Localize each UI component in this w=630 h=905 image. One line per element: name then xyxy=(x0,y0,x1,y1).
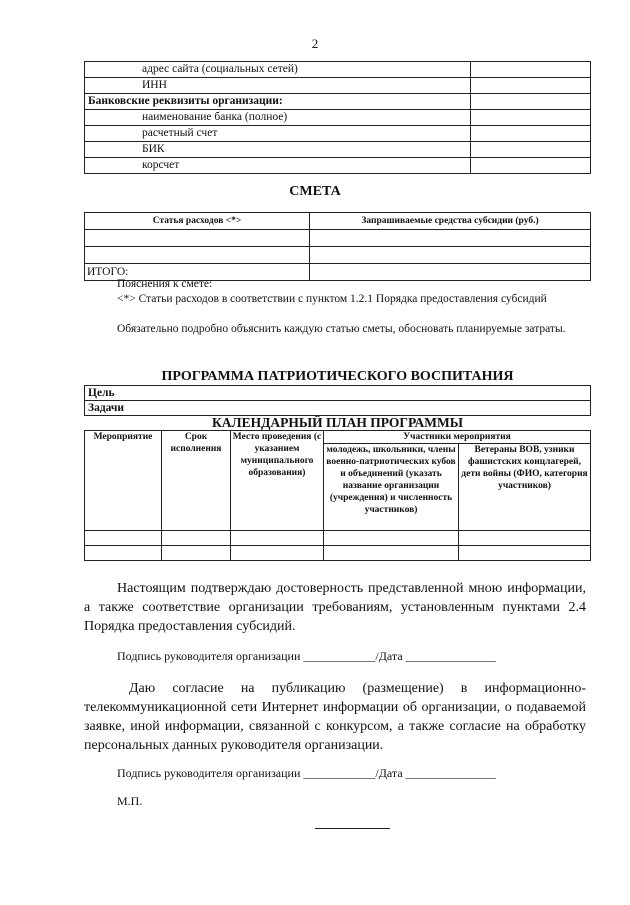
requisites-table xyxy=(84,61,591,174)
footer-divider xyxy=(315,828,390,829)
calendar-title: КАЛЕНДАРНЫЙ ПЛАН ПРОГРАММЫ xyxy=(212,415,463,430)
signature-line: Подпись руководителя организации ____________/Дата _______________ xyxy=(117,766,496,780)
table-row xyxy=(85,142,591,158)
program-title: ПРОГРАММА ПАТРИОТИЧЕСКОГО ВОСПИТАНИЯ xyxy=(161,369,514,384)
table-row xyxy=(85,546,591,561)
table-header-row xyxy=(85,431,591,444)
table-row xyxy=(85,126,591,142)
table-row xyxy=(85,230,591,247)
req-value xyxy=(471,158,591,174)
smeta-title: СМЕТА xyxy=(289,184,341,199)
req-value xyxy=(471,126,591,142)
table-row xyxy=(85,110,591,126)
table-row xyxy=(85,386,591,401)
budget-table xyxy=(84,212,591,281)
column-header: Мероприятие xyxy=(85,431,162,531)
req-label: БИК xyxy=(85,142,471,158)
table-row xyxy=(85,78,591,94)
confirmation-text: Настоящим подтверждаю достоверность представленной мною информации, а также соответствие организации требованиям, установленным пунктами 2.4 Порядка предоставления субсидий. xyxy=(84,581,586,634)
calendar-table xyxy=(84,430,591,561)
req-value xyxy=(471,94,591,110)
bank-header: Банковские реквизиты организации: xyxy=(85,94,471,110)
table-row xyxy=(85,401,591,416)
stamp-place: М.П. xyxy=(117,794,143,808)
note-text: <*> Статьи расходов в соответствии с пунктом 1.2.1 Порядка предоставления субсидий xyxy=(117,293,547,305)
column-header: Ветераны ВОВ, узники фашистских концлагерей, дети войны (ФИО, категория участников) xyxy=(459,444,591,531)
column-header: Статья расходов <*> xyxy=(85,213,310,230)
column-header: Место проведения (с указанием муниципального образования) xyxy=(231,431,324,531)
req-label: ИНН xyxy=(85,78,471,94)
req-label: корсчет xyxy=(85,158,471,174)
req-value xyxy=(471,78,591,94)
req-label: расчетный счет xyxy=(85,126,471,142)
table-row xyxy=(85,94,591,110)
table-row xyxy=(85,62,591,78)
signature-line: Подпись руководителя организации ____________/Дата _______________ xyxy=(117,649,496,663)
goal-tasks-table xyxy=(84,385,591,416)
table-row xyxy=(85,531,591,546)
goal-label: Цель xyxy=(85,386,591,401)
req-value xyxy=(471,110,591,126)
table-row xyxy=(85,247,591,264)
note-text: Обязательно подробно объяснить каждую статью сметы, обосновать планируемые затраты. xyxy=(117,323,566,335)
req-label: наименование банка (полное) xyxy=(85,110,471,126)
req-label: адрес сайта (социальных сетей) xyxy=(85,62,471,78)
req-value xyxy=(471,62,591,78)
column-header: молодежь, школьники, члены военно-патриотических кубов и объединений (указать название организации (учреждения) и численность участников) xyxy=(324,444,459,531)
table-header-row xyxy=(85,213,591,230)
consent-text: Даю согласие на публикацию (размещение) в информационно-телекоммуникационной сети Интернет информации об организации, о подаваемой заявке, иной информации, связанной с конкурсом, а также согласие на обработку персональных данных руководителя организации. xyxy=(84,681,586,753)
tasks-label: Задачи xyxy=(85,401,591,416)
page-number: 2 xyxy=(311,36,319,51)
notes-title: Пояснения к смете: xyxy=(117,278,213,290)
total-label: ИТОГО: xyxy=(85,264,310,281)
column-header: Участники мероприятия xyxy=(324,431,591,444)
column-header: Срок исполнения xyxy=(162,431,231,531)
column-header: Запрашиваемые средства субсидии (руб.) xyxy=(310,213,591,230)
table-row xyxy=(85,158,591,174)
req-value xyxy=(471,142,591,158)
